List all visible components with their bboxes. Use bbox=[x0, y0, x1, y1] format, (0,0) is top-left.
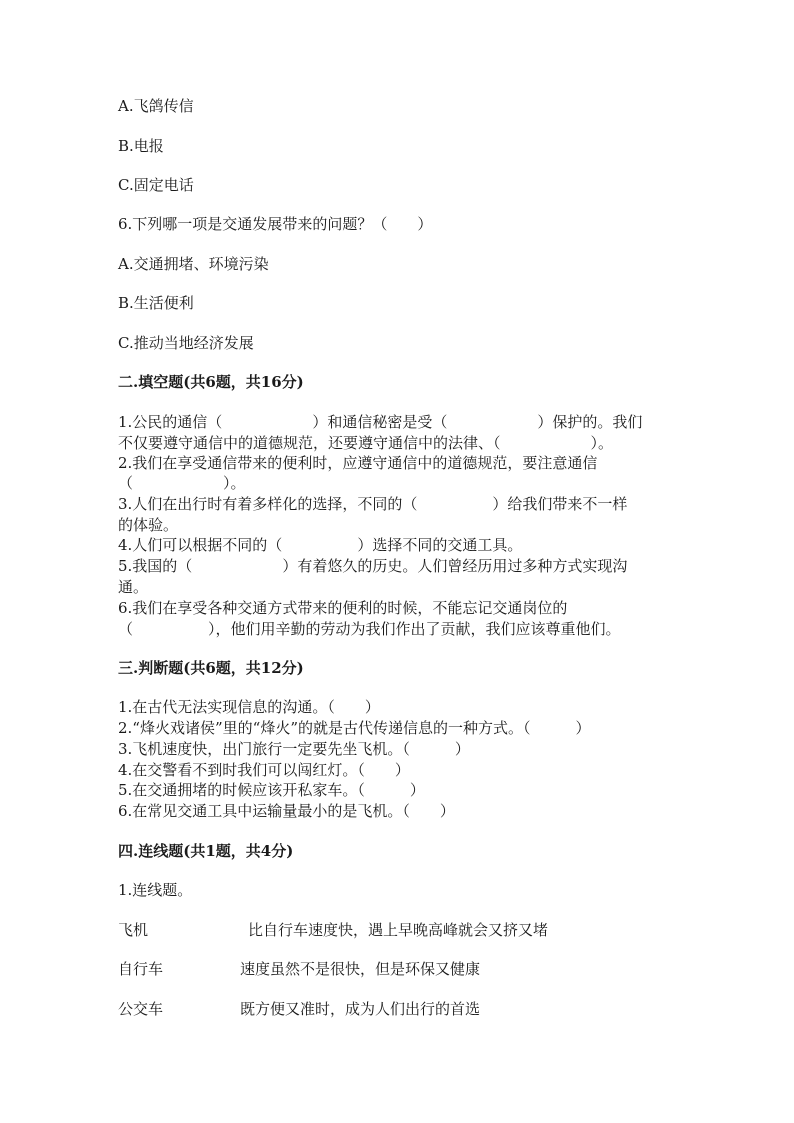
option-b: B.电报 bbox=[118, 137, 164, 155]
fill-blank-line: 2.我们在享受通信带来的便利时，应遵守通信中的道德规范，要注意通信 bbox=[118, 454, 598, 472]
true-false-item: 5.在交通拥堵的时候应该开私家车。（ ） bbox=[118, 781, 425, 799]
fill-blank-line: 4.人们可以根据不同的（ ）选择不同的交通工具。 bbox=[118, 536, 523, 554]
option-a: A.飞鸽传信 bbox=[118, 97, 194, 115]
fill-blank-line: 3.人们在出行时有着多样化的选择，不同的（ ）给我们带来不一样 bbox=[118, 495, 628, 513]
fill-blank-line: 的体验。 bbox=[118, 516, 179, 534]
matching-question: 1.连线题。 bbox=[118, 881, 193, 899]
fill-blank-line: 5.我国的（ ）有着悠久的历史。人们曾经历用过多种方式实现沟 bbox=[118, 557, 628, 575]
q6-option-b: B.生活便利 bbox=[118, 294, 194, 312]
matching-left-item: 飞机 bbox=[118, 921, 149, 939]
true-false-item: 1.在古代无法实现信息的沟通。（ ） bbox=[118, 698, 380, 716]
fill-blank-line: 通。 bbox=[118, 578, 149, 596]
matching-left-item: 公交车 bbox=[118, 1000, 164, 1018]
true-false-item: 4.在交警看不到时我们可以闯红灯。（ ） bbox=[118, 761, 410, 779]
question-6: 6.下列哪一项是交通发展带来的问题？（ ） bbox=[118, 215, 433, 233]
true-false-item: 6.在常见交通工具中运输量最小的是飞机。（ ） bbox=[118, 802, 455, 820]
fill-blank-line: 1.公民的通信（ ）和通信秘密是受（ ）保护的。我们 bbox=[118, 413, 643, 431]
matching-right-item: 速度虽然不是很快，但是环保又健康 bbox=[240, 960, 481, 978]
q6-option-c: C.推动当地经济发展 bbox=[118, 334, 254, 352]
section-title-true-false: 三.判断题(共6题，共12分) bbox=[118, 659, 304, 677]
section-title-matching: 四.连线题(共1题，共4分) bbox=[118, 842, 294, 860]
fill-blank-line: 不仅要遵守通信中的道德规范，还要遵守通信中的法律、（ ）。 bbox=[118, 434, 614, 452]
fill-blank-line: （ ），他们用辛勤的劳动为我们作出了贡献，我们应该尊重他们。 bbox=[118, 620, 621, 638]
matching-right-item: 比自行车速度快，遇上早晚高峰就会又挤又堵 bbox=[248, 921, 549, 939]
section-title-fill-blank: 二.填空题(共6题，共16分) bbox=[118, 373, 304, 391]
matching-left-item: 自行车 bbox=[118, 960, 164, 978]
matching-right-item: 既方便又准时，成为人们出行的首选 bbox=[240, 1000, 481, 1018]
q6-option-a: A.交通拥堵、环境污染 bbox=[118, 255, 269, 273]
fill-blank-line: 6.我们在享受各种交通方式带来的便利的时候，不能忘记交通岗位的 bbox=[118, 599, 568, 617]
true-false-item: 3.飞机速度快，出门旅行一定要先坐飞机。（ ） bbox=[118, 740, 470, 758]
option-c: C.固定电话 bbox=[118, 176, 194, 194]
true-false-item: 2.“烽火戏诸侯”里的“烽火”的就是古代传递信息的一种方式。（ ） bbox=[118, 719, 591, 737]
fill-blank-line: （ ）。 bbox=[118, 474, 246, 492]
